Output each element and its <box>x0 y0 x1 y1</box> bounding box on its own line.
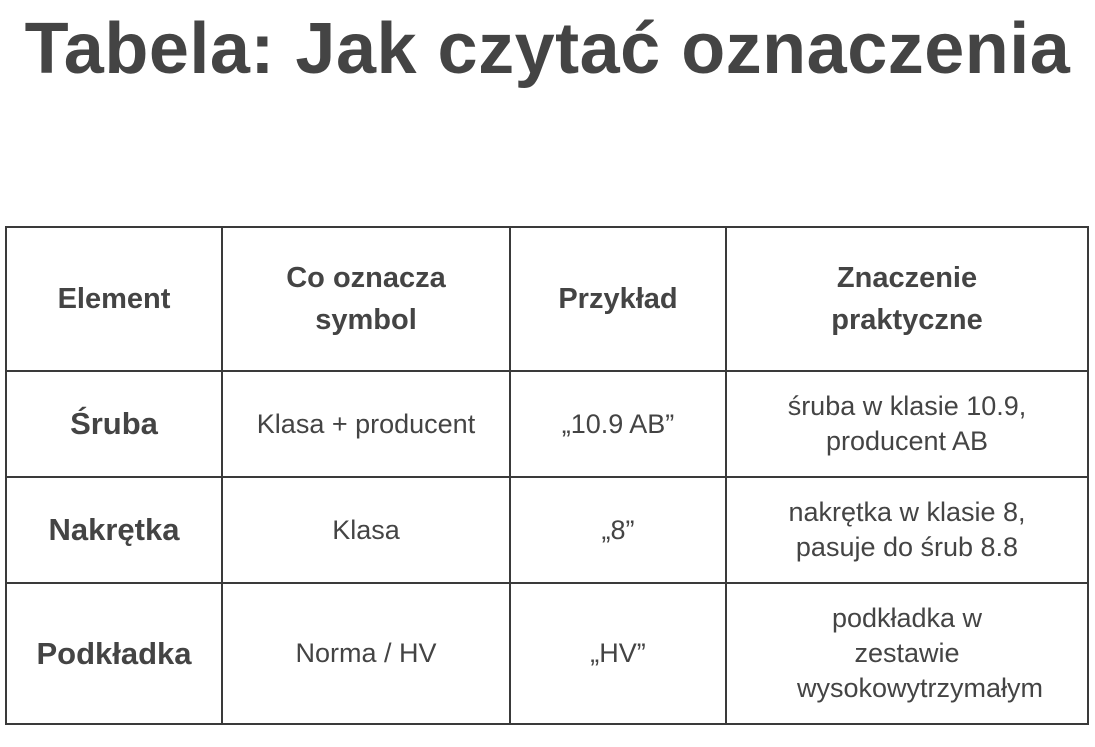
header-element: Element <box>6 227 222 371</box>
cell-symbol-meaning: Norma / HV <box>222 583 510 724</box>
cell-symbol-meaning: Klasa + producent <box>222 371 510 477</box>
cell-practical-meaning: podkładka w zestawie wysokowytrzymałym <box>726 583 1088 724</box>
header-symbol-meaning: Co oznacza symbol <box>222 227 510 371</box>
marking-table <box>5 226 1089 725</box>
header-practical-meaning: Znaczenie praktyczne <box>726 227 1088 371</box>
cell-element: Śruba <box>6 371 222 477</box>
table-row <box>6 371 1088 477</box>
cell-example: „8” <box>510 477 726 583</box>
header-example: Przykład <box>510 227 726 371</box>
cell-example: „HV” <box>510 583 726 724</box>
cell-element: Nakrętka <box>6 477 222 583</box>
cell-symbol-meaning: Klasa <box>222 477 510 583</box>
cell-practical-meaning: nakrętka w klasie 8, pasuje do śrub 8.8 <box>726 477 1088 583</box>
page-title: Tabela: Jak czytać oznaczenia <box>24 9 1071 89</box>
cell-example: „10.9 AB” <box>510 371 726 477</box>
table-row <box>6 477 1088 583</box>
cell-practical-meaning: śruba w klasie 10.9, producent AB <box>726 371 1088 477</box>
table-header-row <box>6 227 1088 371</box>
table-row <box>6 583 1088 724</box>
cell-element: Podkładka <box>6 583 222 724</box>
